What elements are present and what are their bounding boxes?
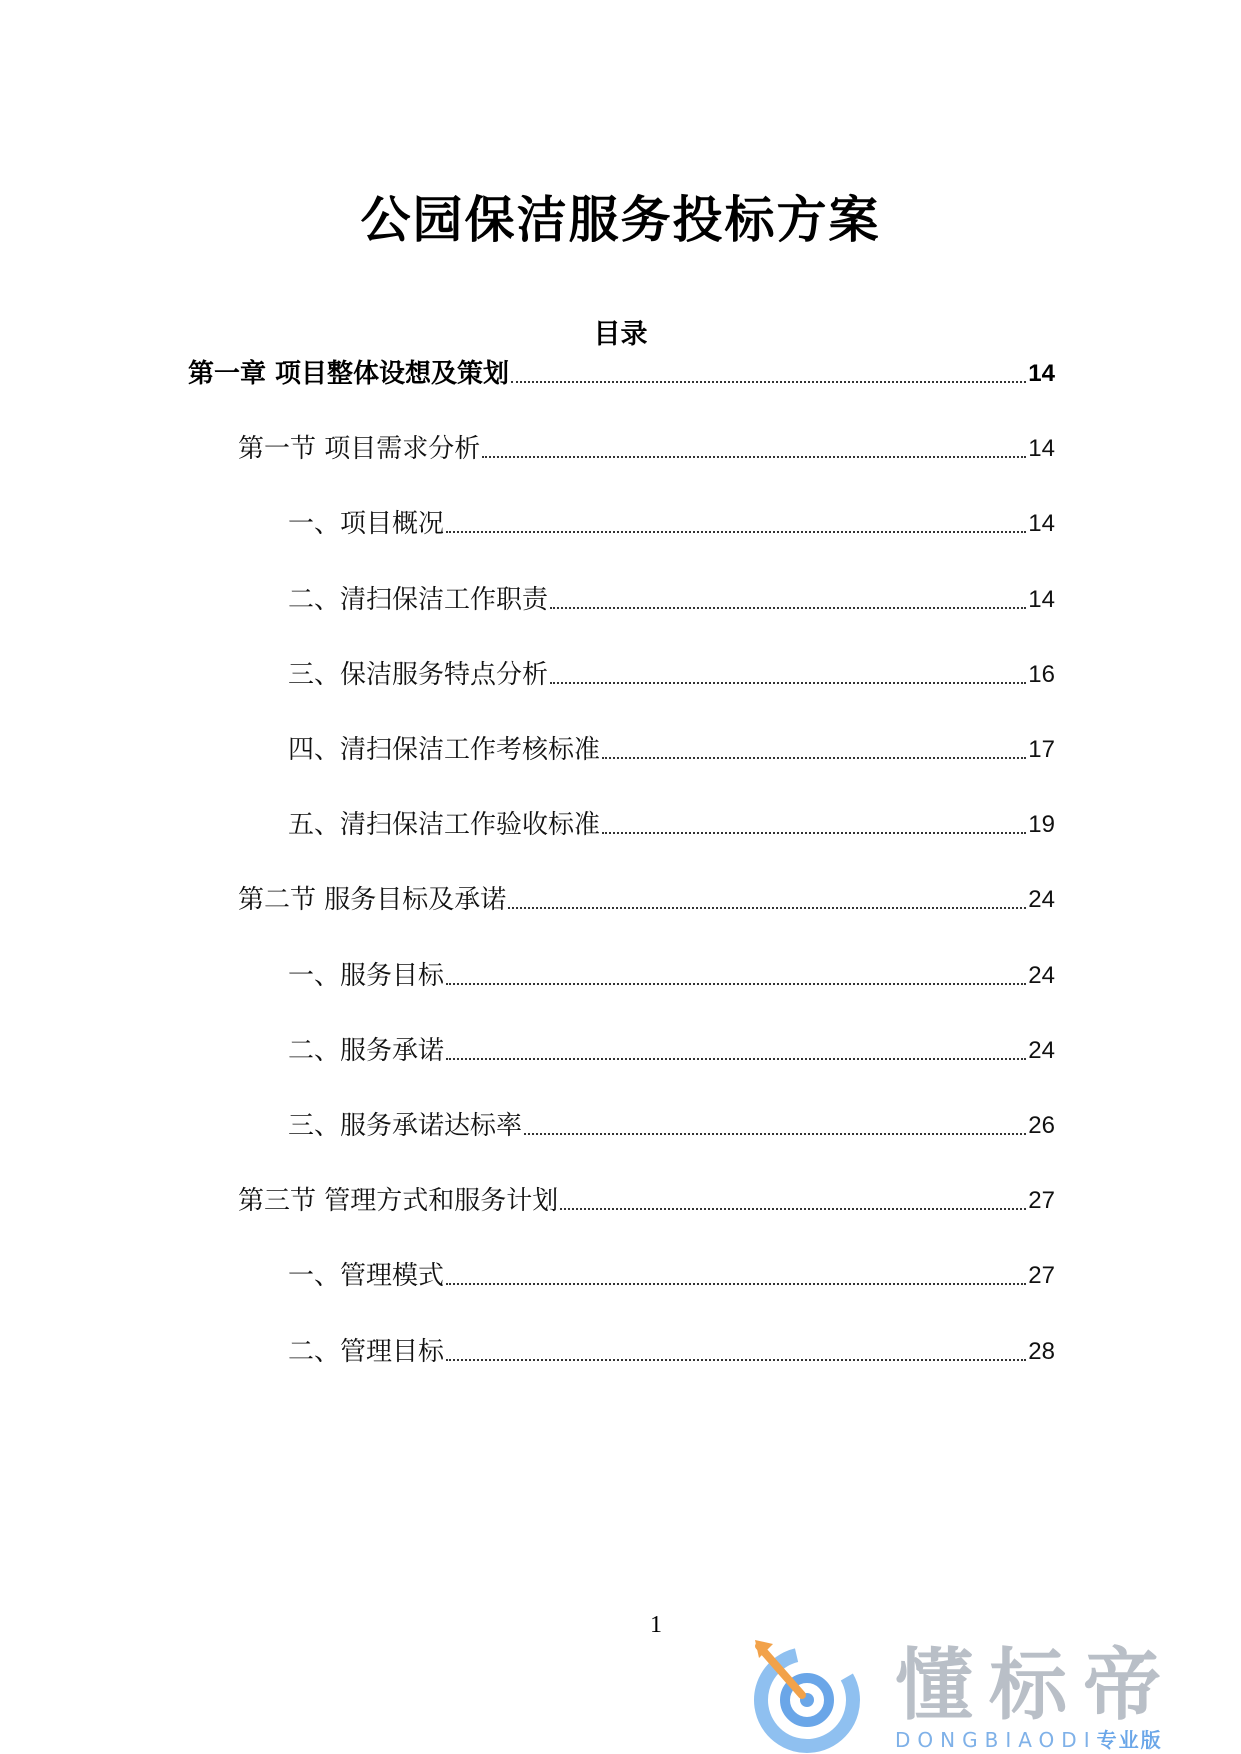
toc-dot-leader [550, 606, 1026, 609]
toc-entry-label: 二、清扫保洁工作职责 [288, 584, 549, 615]
toc-entry[interactable] [288, 1334, 1055, 1370]
watermark-sub-latin: DONGBIAODI [895, 1728, 1097, 1752]
toc-entry[interactable] [288, 506, 1055, 542]
toc-entry[interactable] [288, 732, 1055, 768]
toc-entry-label: 一、管理模式 [288, 1261, 445, 1292]
toc-entry-page: 24 [1028, 886, 1055, 914]
toc-entry-page: 26 [1028, 1112, 1055, 1139]
toc-dot-leader [550, 681, 1026, 684]
toc-entry-label: 五、清扫保洁工作验收标准 [288, 810, 601, 841]
toc-entry-page: 14 [1028, 585, 1055, 613]
document-title: 公园保洁服务投标方案 [360, 191, 881, 249]
toc-dot-leader [602, 756, 1026, 759]
toc-entry-label: 一、服务目标 [288, 960, 445, 991]
toc-entry-page: 14 [1028, 510, 1055, 538]
toc-dot-leader [446, 982, 1026, 985]
toc-heading: 目录 [593, 319, 648, 350]
toc-dot-leader [446, 1057, 1026, 1060]
watermark-brand-text: 懂标帝 [895, 1641, 1178, 1731]
toc-dot-leader [602, 831, 1026, 834]
toc-entry[interactable] [288, 958, 1055, 994]
toc-entry[interactable] [288, 807, 1055, 843]
toc-dot-leader [482, 455, 1026, 458]
toc-dot-leader [524, 1132, 1026, 1135]
toc-dot-leader [560, 1207, 1026, 1210]
toc-entry-label: 三、服务承诺达标率 [288, 1111, 523, 1141]
toc-entry-page: 17 [1028, 736, 1055, 763]
toc-entry[interactable] [288, 657, 1055, 693]
toc-entry-page: 14 [1028, 360, 1055, 387]
watermark-sub-cn: 专业版 [1096, 1728, 1163, 1752]
toc-entry[interactable] [238, 431, 1055, 467]
toc-entry-page: 19 [1028, 811, 1055, 839]
toc-entry[interactable] [288, 1033, 1055, 1069]
page-number: 1 [650, 1612, 662, 1638]
toc-entry[interactable] [238, 882, 1055, 918]
toc-entry-label: 二、服务承诺 [288, 1035, 445, 1066]
toc-entry-label: 第三节 管理方式和服务计划 [238, 1186, 559, 1217]
toc-entry-page: 28 [1028, 1337, 1055, 1365]
toc-entry-label: 三、保洁服务特点分析 [288, 659, 549, 690]
toc-entry-label: 四、清扫保洁工作考核标准 [288, 735, 601, 765]
toc-dot-leader [446, 1358, 1026, 1361]
watermark-logo [735, 1632, 1241, 1754]
toc-entry-label: 第二节 服务目标及承诺 [238, 885, 507, 916]
toc-entry[interactable] [238, 1183, 1055, 1219]
toc-entry[interactable] [288, 1258, 1055, 1294]
toc-entry[interactable] [188, 356, 1055, 392]
toc-entry-page: 24 [1028, 961, 1055, 989]
toc-entry-page: 27 [1028, 1262, 1055, 1290]
toc-dot-leader [446, 530, 1026, 533]
toc-entry-page: 24 [1028, 1036, 1055, 1064]
toc-entry-page: 27 [1028, 1187, 1055, 1215]
toc-entry-label: 二、管理目标 [288, 1336, 445, 1367]
toc-dot-leader [446, 1282, 1026, 1285]
toc-entry-label: 第一章 项目整体设想及策划 [188, 359, 510, 389]
toc-dot-leader [511, 380, 1026, 383]
toc-entry-page: 14 [1028, 435, 1055, 463]
toc-dot-leader [508, 906, 1026, 909]
toc-entry[interactable] [288, 1108, 1055, 1144]
toc-entry-label: 第一节 项目需求分析 [238, 434, 481, 465]
toc-entry[interactable] [288, 582, 1055, 618]
toc-entry-label: 一、项目概况 [288, 509, 445, 540]
toc-entry-page: 16 [1028, 660, 1055, 688]
target-logo-icon [747, 1638, 867, 1754]
watermark-subtitle [895, 1728, 1163, 1752]
